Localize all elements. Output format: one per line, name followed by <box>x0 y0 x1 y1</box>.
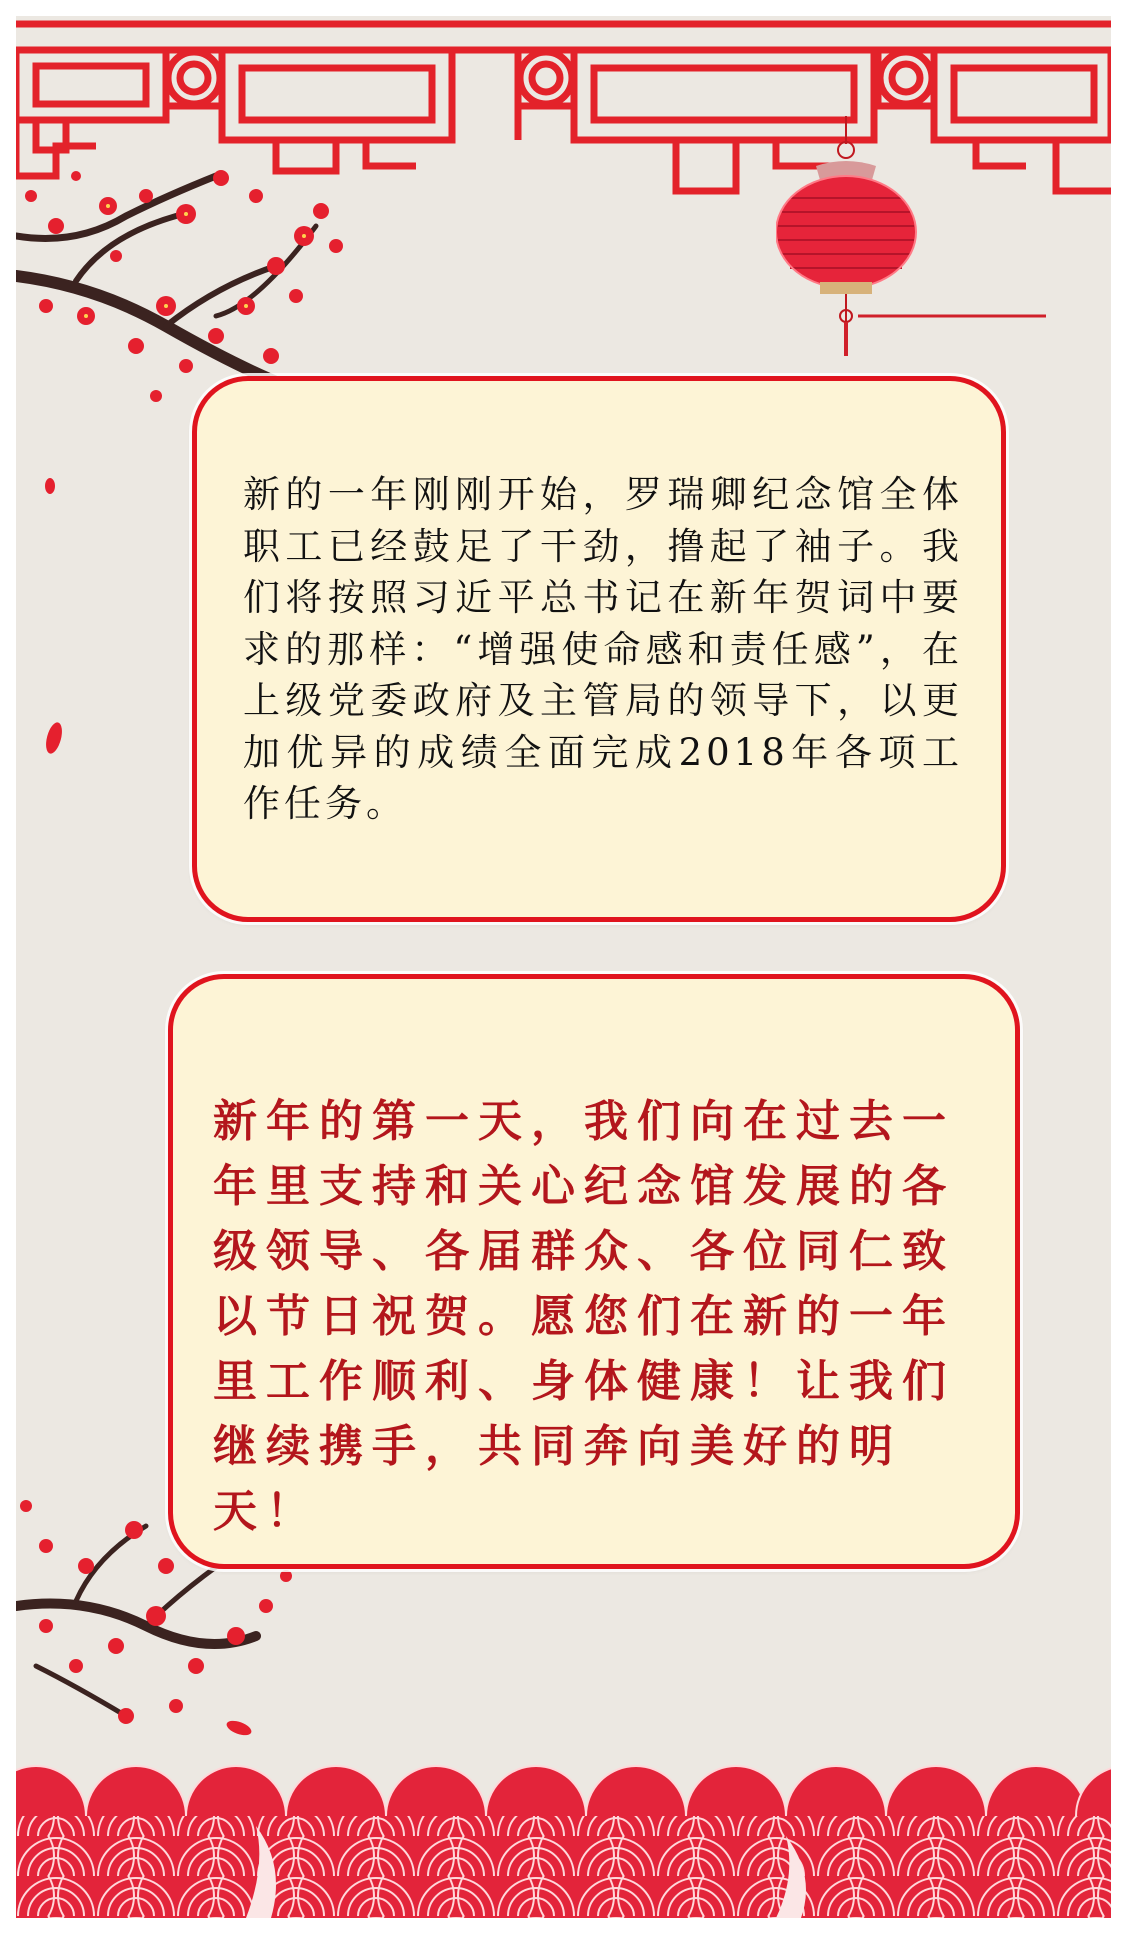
greeting-card <box>168 974 1020 1569</box>
red-lantern-icon <box>776 116 1056 376</box>
petal-icon <box>44 718 64 758</box>
petal-icon <box>224 1718 254 1738</box>
poster <box>16 16 1111 1918</box>
wave-pattern-icon <box>16 1756 1111 1918</box>
message-card <box>192 376 1006 922</box>
petal-icon <box>42 476 58 496</box>
greeting-text: 新年的第一天，我们向在过去一年里支持和关心纪念馆发展的各级领导、各届群众、各位同仁致以节日祝贺。愿您们在新的一年里工作顺利、身体健康！让我们继续携手，共同奔向美好的明天！ <box>213 1096 955 1537</box>
card-text: 新的一年刚刚开始，罗瑞卿纪念馆全体职工已经鼓足了干劲，撸起了袖子。我们将按照习近平总书记在新年贺词中要求的那样：“增强使命感和责任感”，在上级党委政府及主管局的领导下，以更加优异的成绩全面完成2018年各项工作任务。 <box>243 473 963 825</box>
